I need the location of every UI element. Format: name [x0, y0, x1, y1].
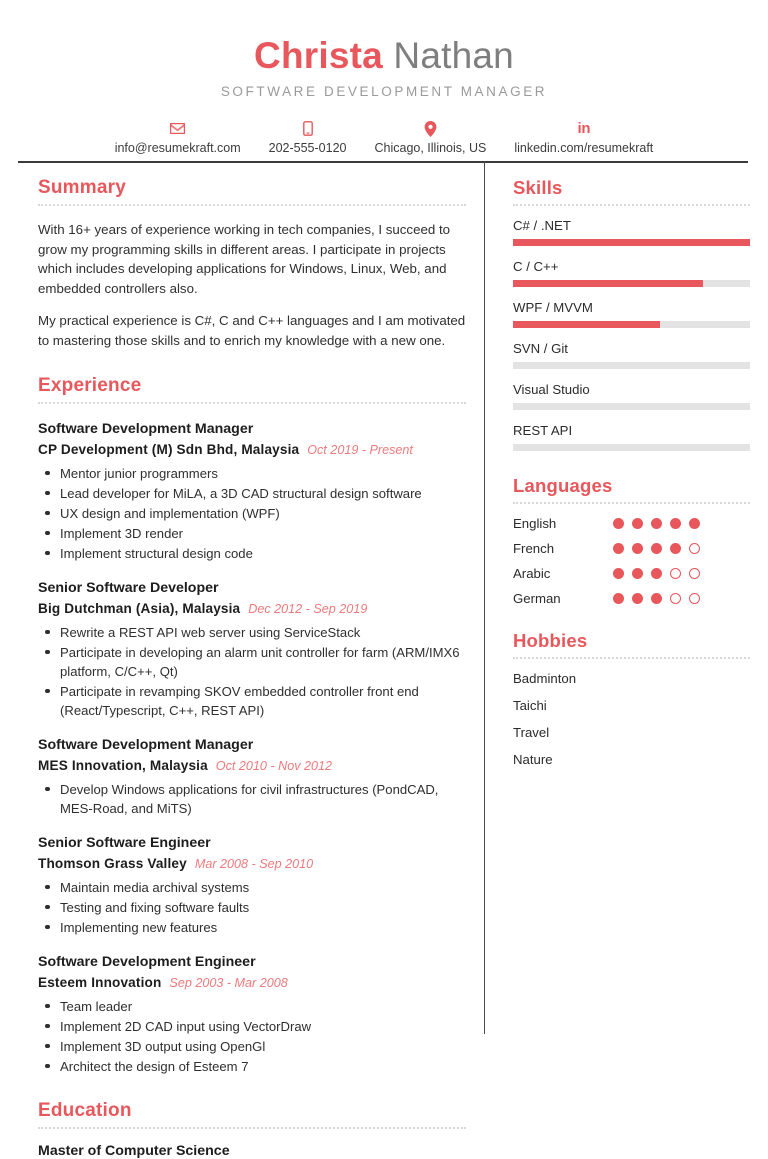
rating-dot-filled [670, 543, 681, 554]
job-dates: Sep 2003 - Mar 2008 [169, 975, 288, 990]
job-dates: Oct 2010 - Nov 2012 [215, 758, 333, 773]
hobby-item: Badminton [513, 671, 577, 686]
job-bullet: Architect the design of Esteem 7 [38, 1057, 466, 1076]
language-name: French [513, 541, 555, 556]
rating-dot-empty [670, 593, 681, 604]
hobbies-heading-rule [513, 657, 750, 659]
contact-linkedin[interactable] [500, 120, 667, 155]
hobbies-heading: Hobbies [513, 630, 588, 651]
experience-item [38, 952, 466, 1076]
summary-paragraph: With 16+ years of experience working in tech companies, I succeed to grow my programming skills in different areas. I participate in projects which includes developing applications for Windows, Linux, Web, and embedded controllers also. [38, 222, 451, 296]
skills-heading-rule [513, 204, 750, 206]
rating-dot-filled [689, 518, 700, 529]
location-pin-icon [424, 120, 437, 137]
rating-dot-empty [689, 593, 700, 604]
skill-name: C / C++ [513, 259, 559, 274]
job-meta [38, 973, 466, 993]
hobby-item: Nature [513, 752, 553, 767]
linkedin-glyph: in [577, 120, 591, 137]
contact-location[interactable] [360, 120, 500, 155]
skill-item [513, 382, 750, 410]
education-heading: Education [38, 1099, 132, 1121]
job-company: MES Innovation, Malaysia [38, 757, 208, 773]
rating-dot-filled [651, 543, 662, 554]
skill-name: SVN / Git [513, 341, 568, 356]
job-role: Software Development Manager [38, 736, 254, 753]
contact-email[interactable] [101, 120, 255, 155]
rating-dot-empty [689, 543, 700, 554]
skill-bar-track [513, 321, 750, 328]
summary-text [38, 220, 466, 351]
job-bullet: Implement 3D output using OpenGl [38, 1037, 466, 1056]
contact-location-text: Chicago, Illinois, US [374, 141, 487, 155]
skill-name: C# / .NET [513, 218, 571, 233]
sidebar-column [485, 177, 768, 1087]
resume-header [0, 0, 768, 155]
skill-name: Visual Studio [513, 382, 590, 397]
job-bullet: Rewrite a REST API web server using ServiceStack [38, 623, 466, 642]
rating-dot-filled [651, 593, 662, 604]
hobby-item: Travel [513, 725, 550, 740]
job-bullet: Implement 3D render [38, 524, 466, 543]
experience-item [38, 735, 466, 818]
main-column [0, 177, 484, 1159]
rating-dot-filled [651, 568, 662, 579]
skill-bar-track [513, 403, 750, 410]
section-summary [38, 177, 466, 351]
rating-dot-empty [689, 568, 700, 579]
contact-phone[interactable] [255, 120, 361, 155]
language-rating-dots [613, 568, 700, 579]
rating-dot-filled [632, 543, 643, 554]
skills-list [513, 218, 750, 451]
rating-dot-filled [613, 543, 624, 554]
resume-body [0, 177, 768, 1159]
rating-dot-filled [632, 518, 643, 529]
education-heading-rule [38, 1127, 466, 1129]
skill-name: REST API [513, 423, 573, 438]
job-bullet: Lead developer for MiLA, a 3D CAD structural design software [38, 484, 466, 503]
education-degree: Master of Computer Science [38, 1142, 230, 1159]
job-bullets [38, 997, 466, 1076]
skills-heading: Skills [513, 177, 563, 198]
section-education [38, 1100, 466, 1159]
rating-dot-filled [651, 518, 662, 529]
job-meta [38, 599, 466, 619]
job-role: Senior Software Developer [38, 579, 219, 596]
experience-item [38, 578, 466, 720]
job-bullet: Implement 2D CAD input using VectorDraw [38, 1017, 466, 1036]
job-bullets [38, 464, 466, 563]
hobbies-list [513, 671, 750, 767]
section-skills [513, 177, 750, 451]
skill-item [513, 259, 750, 287]
job-bullets [38, 780, 466, 818]
job-bullet: Testing and fixing software faults [38, 898, 466, 917]
contact-bar [0, 120, 768, 155]
job-company: CP Development (M) Sdn Bhd, Malaysia [38, 441, 300, 457]
language-item [513, 516, 750, 531]
experience-item [38, 833, 466, 937]
job-bullet: Implementing new features [38, 918, 466, 937]
language-rating-dots [613, 543, 700, 554]
skill-bar-fill [513, 239, 750, 246]
rating-dot-filled [632, 568, 643, 579]
rating-dot-filled [632, 593, 643, 604]
job-company: Big Dutchman (Asia), Malaysia [38, 600, 241, 616]
summary-paragraph: My practical experience is C#, C and C++ languages and I am motivated to mastering those skills and to enrich my knowledge with a new one. [38, 313, 466, 348]
skill-bar-track [513, 444, 750, 451]
job-bullets [38, 878, 466, 937]
language-name: English [513, 516, 557, 531]
job-bullet: Participate in revamping SKOV embedded controller front end (React/Typescript, C++, REST API) [38, 682, 466, 720]
skill-bar-track [513, 362, 750, 369]
skill-bar-track [513, 239, 750, 246]
job-bullet: Participate in developing an alarm unit controller for farm (ARM/IMX6 platform, C/C++, Qt) [38, 643, 466, 681]
page-title [0, 34, 768, 78]
skill-item [513, 341, 750, 369]
first-name: Christa [254, 35, 383, 76]
job-dates: Dec 2012 - Sep 2019 [248, 601, 368, 616]
skill-item [513, 300, 750, 328]
job-meta [38, 854, 466, 874]
hobby-item: Taichi [513, 698, 547, 713]
job-company: Thomson Grass Valley [38, 855, 187, 871]
experience-item [38, 419, 466, 563]
section-experience [38, 375, 466, 1076]
language-item [513, 566, 750, 581]
skill-bar-track [513, 280, 750, 287]
job-bullet: Team leader [38, 997, 466, 1016]
job-bullet: Develop Windows applications for civil infrastructures (PondCAD, MES-Road, and MiTS) [38, 780, 466, 818]
job-role: Senior Software Engineer [38, 834, 211, 851]
job-bullet: Implement structural design code [38, 544, 466, 563]
job-bullet: Maintain media archival systems [38, 878, 466, 897]
language-item [513, 541, 750, 556]
skill-name: WPF / MVVM [513, 300, 593, 315]
rating-dot-filled [613, 593, 624, 604]
envelope-icon [170, 120, 185, 137]
language-rating-dots [613, 518, 700, 529]
language-rating-dots [613, 593, 700, 604]
last-name: Nathan [382, 35, 514, 76]
section-languages [513, 475, 750, 606]
language-name: Arabic [513, 566, 551, 581]
summary-heading: Summary [38, 177, 126, 198]
mobile-phone-icon [303, 120, 313, 137]
summary-heading-rule [38, 204, 466, 206]
skill-item [513, 423, 750, 451]
contact-linkedin-text: linkedin.com/resumekraft [514, 141, 654, 155]
header-job-title: SOFTWARE DEVELOPMENT MANAGER [220, 84, 548, 99]
skill-item [513, 218, 750, 246]
section-hobbies [513, 630, 750, 767]
job-meta [38, 756, 466, 776]
contact-phone-text: 202-555-0120 [268, 141, 347, 155]
skill-bar-fill [513, 280, 703, 287]
language-name: German [513, 591, 561, 606]
rating-dot-filled [670, 518, 681, 529]
job-role: Software Development Engineer [38, 953, 256, 970]
job-dates: Mar 2008 - Sep 2010 [194, 856, 314, 871]
languages-heading: Languages [513, 475, 613, 496]
language-item [513, 591, 750, 606]
education-item [38, 1143, 466, 1159]
experience-heading-rule [38, 402, 466, 404]
languages-heading-rule [513, 502, 750, 504]
job-bullet: Mentor junior programmers [38, 464, 466, 483]
contact-email-text: info@resumekraft.com [114, 141, 241, 155]
job-bullets [38, 623, 466, 720]
job-role: Software Development Manager [38, 420, 254, 437]
languages-list [513, 516, 750, 606]
experience-heading: Experience [38, 374, 142, 396]
rating-dot-filled [613, 568, 624, 579]
rating-dot-filled [613, 518, 624, 529]
skill-bar-fill [513, 321, 660, 328]
job-bullet: UX design and implementation (WPF) [38, 504, 466, 523]
rating-dot-empty [670, 568, 681, 579]
job-dates: Oct 2019 - Present [307, 442, 413, 457]
job-company: Esteem Innovation [38, 974, 162, 990]
job-meta [38, 440, 466, 460]
header-divider-rule [18, 161, 748, 163]
linkedin-icon [577, 120, 590, 137]
